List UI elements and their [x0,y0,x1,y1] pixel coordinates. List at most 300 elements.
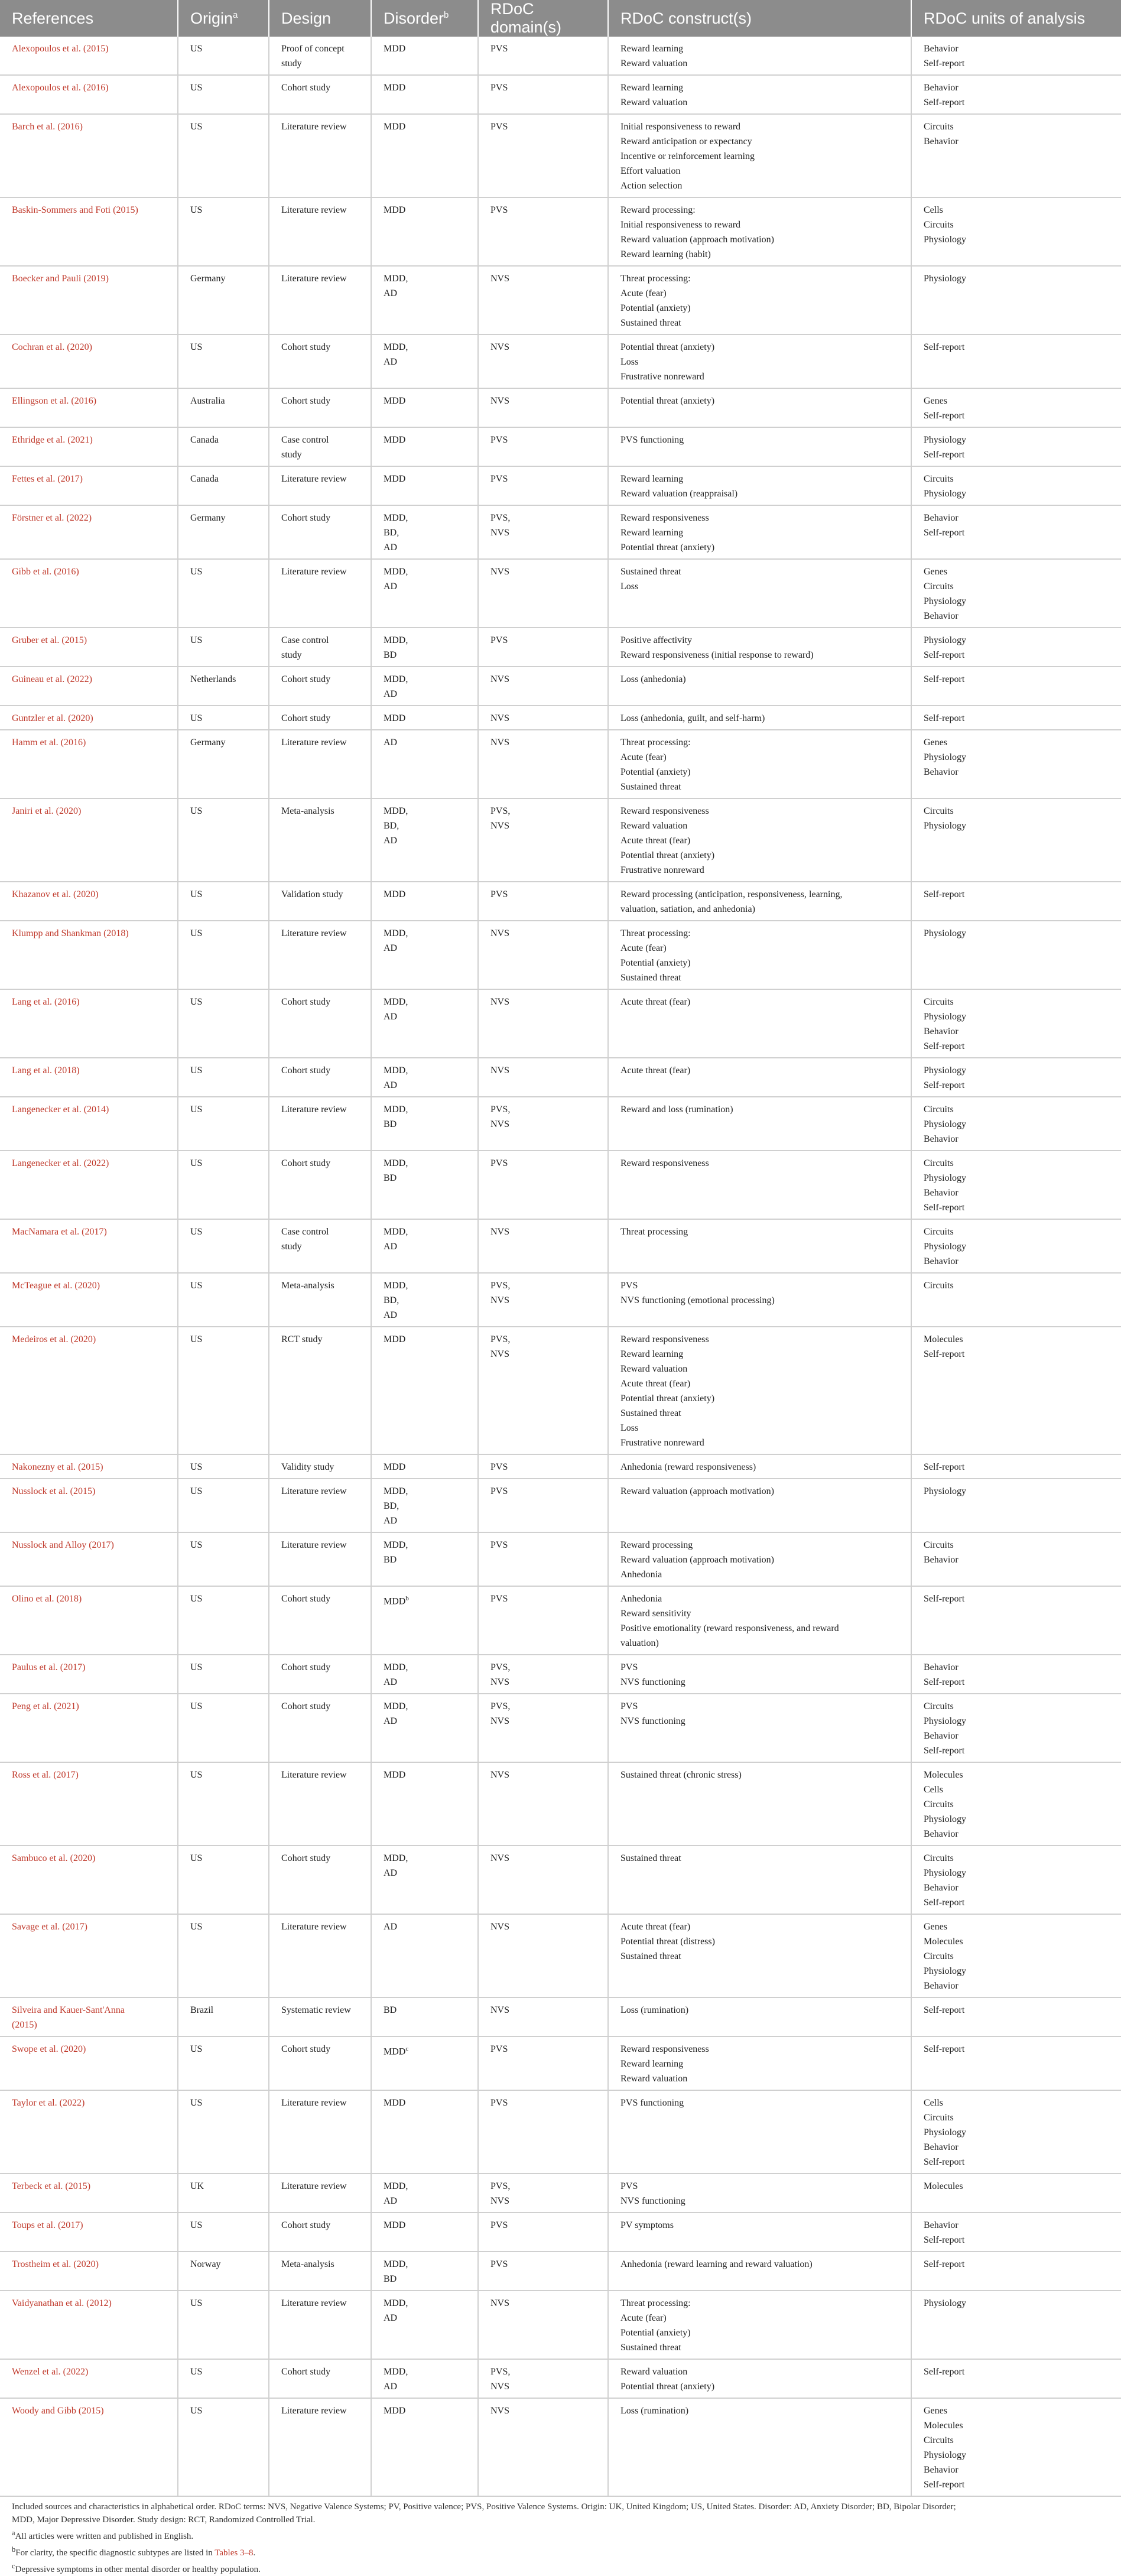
reference-cell[interactable] [0,1655,178,1694]
reference-cell[interactable] [0,1454,178,1479]
cell-line: Germany [190,274,226,284]
reference-link[interactable]: Janiri et al. (2020) [12,806,82,816]
reference-cell[interactable] [0,2252,178,2291]
cell-line: Effort valuation [620,166,681,176]
table-row [0,1762,1121,1846]
reference-cell[interactable] [0,75,178,114]
cell-line: NVS [490,674,510,684]
units-cell [911,628,1121,667]
domain-cell [478,1219,608,1273]
tables-link[interactable]: Tables 3–8 [215,2548,254,2558]
reference-link[interactable]: Peng et al. (2021) [12,1701,79,1711]
cell-line: Reward valuation [620,821,688,831]
origin-cell [178,2090,269,2174]
design-cell [269,388,371,427]
reference-link[interactable]: Olino et al. (2018) [12,1594,82,1604]
table-row [0,427,1121,466]
origin-cell [178,628,269,667]
cell-line: Self-report [924,889,965,899]
table-row [0,197,1121,266]
cell-line: MDD$^b$ [384,1595,409,1607]
design-cell [269,1479,371,1532]
cell-line: BD, [384,821,399,831]
reference-link[interactable]: Sambuco et al. (2020) [12,1853,96,1863]
cell-line: PVS [490,1486,508,1496]
design-cell [269,2291,371,2359]
cell-line: Anhedonia [620,1594,662,1604]
cell-line: MDD, [384,928,408,938]
design-cell [269,1097,371,1151]
reference-cell[interactable] [0,989,178,1058]
cell-line: Sustained threat [620,318,681,328]
cell-line: NVS [490,1853,510,1863]
disorder-cell [371,1219,478,1273]
cell-line: MDD, [384,2367,408,2377]
reference-cell[interactable] [0,2359,178,2398]
cell-line: Systematic review [281,2005,351,2015]
reference-link[interactable]: Förstner et al. (2022) [12,513,92,523]
cell-line: Reward anticipation or expectancy [620,137,752,147]
cell-line: NVS [490,2406,510,2416]
cell-line: PVS [490,83,508,93]
cell-line: NVS [490,1770,510,1780]
disorder-cell [371,388,478,427]
design-cell [269,706,371,730]
cell-line: NVS [490,1922,510,1932]
cell-line: Anhedonia [620,1570,662,1580]
reference-link[interactable]: Ross et al. (2017) [12,1770,79,1780]
reference-cell[interactable] [0,628,178,667]
table-row [0,730,1121,798]
reference-cell[interactable] [0,1097,178,1151]
cell-line: MDD, [384,1701,408,1711]
cell-line: NVS [490,1295,510,1305]
cell-line: US [190,1662,203,1672]
cell-line: Cohort study [281,396,331,406]
reference-cell[interactable] [0,266,178,334]
cell-line: NVS [490,2005,510,2015]
table-header [0,0,1121,37]
reference-cell[interactable] [0,1151,178,1219]
origin-cell [178,1694,269,1762]
cell-line: PVS [490,474,508,484]
reference-link[interactable]: Boecker and Pauli (2019) [12,274,109,284]
origin-cell [178,1058,269,1097]
reference-cell[interactable] [0,798,178,882]
cell-line: Validation study [281,889,343,899]
reference-cell[interactable] [0,388,178,427]
disorder-cell [371,197,478,266]
cell-line: Behavior [924,611,958,621]
reference-link[interactable]: Baskin-Sommers and Foti (2015) [12,205,138,215]
reference-cell[interactable] [0,1997,178,2036]
cell-line: MDD [384,122,406,132]
cell-line: Behavior [924,1883,958,1893]
cell-line: Cohort study [281,83,331,93]
header-rdoc-domains [478,0,608,37]
reference-link[interactable]: Nakonezny et al. (2015) [12,1462,103,1472]
cell-line: Acute threat (fear) [620,1066,691,1076]
units-cell [911,2090,1121,2174]
cell-line: Physiology [924,635,967,645]
reference-link[interactable]: Paulus et al. (2017) [12,1662,86,1672]
table-body [0,37,1121,2496]
reference-cell[interactable] [0,1586,178,1655]
cell-line: Sustained threat [620,2343,681,2353]
domain-cell [478,1479,608,1532]
reference-cell[interactable] [0,1532,178,1586]
cell-line: Physiology [924,235,967,245]
reference-cell[interactable] [0,1479,178,1532]
cell-line: Reward valuation [620,59,688,69]
reference-link[interactable]: Fettes et al. (2017) [12,474,83,484]
cell-line: Reward and loss (rumination) [620,1105,733,1115]
reference-cell[interactable] [0,882,178,921]
construct-cell [608,466,911,505]
disorder-cell [371,667,478,706]
origin-cell [178,114,269,197]
table-row [0,1586,1121,1655]
cell-line: PVS [490,205,508,215]
reference-link[interactable]: Alexopoulos et al. (2015) [12,44,109,54]
cell-line: US [190,889,203,899]
domain-cell [478,388,608,427]
cell-line: Positive emotionality (reward responsiveness, and reward [620,1623,839,1633]
design-cell [269,2036,371,2090]
cell-line: PVS [490,1158,508,1168]
cell-line: Behavior [924,767,958,777]
units-cell [911,1273,1121,1327]
header-rdoc-constructs [608,0,911,37]
reference-link[interactable]: Guineau et al. (2022) [12,674,92,684]
reference-cell[interactable] [0,2090,178,2174]
domain-cell [478,628,608,667]
cell-line: Behavior [924,137,958,147]
design-cell [269,1327,371,1454]
header-label: RDoC construct(s) [620,9,752,27]
reference-link[interactable]: Klumpp and Shankman (2018) [12,928,129,938]
reference-link[interactable]: Ethridge et al. (2021) [12,435,93,445]
design-cell [269,1655,371,1694]
cell-line: Sustained threat [620,1951,681,1961]
reference-link[interactable]: MacNamara et al. (2017) [12,1227,107,1237]
reference-link[interactable]: Lang et al. (2018) [12,1066,80,1076]
origin-cell [178,505,269,559]
cell-line: Validity study [281,1462,334,1472]
reference-link[interactable]: Savage et al. (2017) [12,1922,87,1932]
construct-cell [608,388,911,427]
cell-line: Circuits [924,1105,954,1115]
cell-line: Case control [281,435,329,445]
cell-line: NVS [490,1066,510,1076]
cell-line: AD [384,836,398,846]
cell-line: PVS [490,435,508,445]
cell-line: Acute (fear) [620,288,667,298]
cell-line: AD [384,738,398,748]
cell-line: Literature review [281,1770,347,1780]
units-cell [911,2174,1121,2213]
reference-link[interactable]: Lang et al. (2016) [12,997,80,1007]
reference-link[interactable]: Cochran et al. (2020) [12,342,92,352]
cell-line: NVS [490,1349,510,1359]
cell-line: PVS, [490,513,511,523]
reference-link[interactable]: Wenzel et al. (2022) [12,2367,89,2377]
cell-line: Behavior [924,1829,958,1839]
table-row [0,505,1121,559]
reference-link[interactable]: Guntzler et al. (2020) [12,713,93,723]
cell-line: Genes [924,738,947,748]
cell-line: Self-report [924,59,965,69]
cell-line: US [190,2098,203,2108]
origin-cell [178,1997,269,2036]
reference-link[interactable]: Silveira and Kauer-Sant'Anna [12,2005,125,2015]
cell-line: BD [384,1555,397,1565]
table-row [0,1219,1121,1273]
construct-cell [608,1762,911,1846]
cell-line: Self-report [924,1041,965,1051]
cell-line: Canada [190,474,219,484]
reference-link[interactable]: Alexopoulos et al. (2016) [12,83,109,93]
reference-link[interactable]: Woody and Gibb (2015) [12,2406,104,2416]
reference-link[interactable]: Gibb et al. (2016) [12,567,79,577]
construct-cell [608,266,911,334]
origin-cell [178,1454,269,1479]
reference-cell[interactable] [0,2036,178,2090]
disorder-cell [371,1694,478,1762]
design-cell [269,1914,371,1997]
cell-line: Behavior [924,1662,958,1672]
units-cell [911,559,1121,628]
design-cell [269,266,371,334]
table-row [0,2291,1121,2359]
cell-line: Physiology [924,1242,967,1252]
table-row [0,628,1121,667]
reference-link[interactable]: (2015) [12,2020,37,2030]
cell-line: US [190,2220,203,2230]
cell-line: Cohort study [281,997,331,1007]
cell-line: Circuits [924,1701,954,1711]
construct-cell [608,1655,911,1694]
construct-cell [608,1846,911,1914]
footnote-b-text: For clarity, the specific diagnostic subtypes are listed in [15,2548,215,2558]
reference-cell[interactable] [0,1327,178,1454]
cell-line: NVS [490,1119,510,1129]
footnote-b [12,2543,1109,2559]
disorder-cell [371,2174,478,2213]
header-rdoc-units [911,0,1121,37]
cell-line: Physiology [924,1814,967,1824]
cell-line: Canada [190,435,219,445]
cell-line: Threat processing: [620,738,691,748]
design-cell [269,2213,371,2252]
domain-cell [478,706,608,730]
table-row [0,2036,1121,2090]
footnote-c-mark: c [12,2562,15,2570]
reference-cell[interactable] [0,559,178,628]
cell-line: Circuits [924,474,954,484]
reference-cell[interactable] [0,1762,178,1846]
domain-cell [478,2291,608,2359]
design-cell [269,1058,371,1097]
domain-cell [478,1586,608,1655]
construct-cell [608,559,911,628]
reference-cell[interactable] [0,334,178,388]
disorder-cell [371,1097,478,1151]
cell-line: PVS, [490,1281,511,1291]
domain-cell [478,1762,608,1846]
cell-line: Potential threat (anxiety) [620,342,715,352]
cell-line: Threat processing: [620,2298,691,2308]
cell-line: Physiology [924,274,967,284]
origin-cell [178,2213,269,2252]
cell-line: Circuits [924,1158,954,1168]
reference-link[interactable]: Terbeck et al. (2015) [12,2181,91,2191]
cell-line: US [190,44,203,54]
cell-line: MDD [384,435,406,445]
cell-line: Literature review [281,474,347,484]
cell-line: Self-report [924,98,965,108]
units-cell [911,37,1121,75]
reference-cell[interactable] [0,921,178,989]
units-cell [911,989,1121,1058]
reference-cell[interactable] [0,114,178,197]
cell-line: Reward valuation (approach motivation) [620,235,774,245]
units-cell [911,75,1121,114]
reference-link[interactable]: Vaidyanathan et al. (2012) [12,2298,112,2308]
domain-cell [478,1694,608,1762]
domain-cell [478,1532,608,1586]
design-cell [269,1454,371,1479]
header-footnote-mark: b [444,9,449,20]
reference-link[interactable]: Gruber et al. (2015) [12,635,87,645]
domain-cell [478,798,608,882]
design-cell [269,427,371,466]
table-row [0,2252,1121,2291]
cell-line: PVS, [490,2367,511,2377]
reference-cell[interactable] [0,706,178,730]
reference-cell[interactable] [0,667,178,706]
reference-link[interactable]: Hamm et al. (2016) [12,738,86,748]
construct-cell [608,2174,911,2213]
cell-line: MDD, [384,567,408,577]
reference-cell[interactable] [0,1846,178,1914]
reference-link[interactable]: Medeiros et al. (2020) [12,1334,96,1344]
cell-line: Circuits [924,1853,954,1863]
cell-line: Circuits [924,2435,954,2445]
reference-cell[interactable] [0,2398,178,2496]
header-footnote-mark: a [233,9,238,20]
table-row [0,75,1121,114]
cell-line: Physiology [924,1486,967,1496]
domain-cell [478,1097,608,1151]
cell-line: MDD, [384,2298,408,2308]
cell-line: MDD [384,1462,406,1472]
cell-line: Physiology [924,435,967,445]
reference-cell[interactable] [0,1273,178,1327]
construct-cell [608,114,911,197]
reference-link[interactable]: Khazanov et al. (2020) [12,889,99,899]
cell-line: PVS [490,2098,508,2108]
reference-link[interactable]: Langenecker et al. (2014) [12,1105,109,1115]
cell-line: Self-report [924,2005,965,2015]
domain-cell [478,1454,608,1479]
origin-cell [178,1762,269,1846]
cell-line: AD [384,582,398,592]
reference-link[interactable]: Toups et al. (2017) [12,2220,83,2230]
reference-link[interactable]: Taylor et al. (2022) [12,2098,85,2108]
reference-link[interactable]: McTeague et al. (2020) [12,1281,100,1291]
reference-link[interactable]: Swope et al. (2020) [12,2044,86,2054]
reference-cell[interactable] [0,1694,178,1762]
reference-cell[interactable] [0,197,178,266]
origin-cell [178,1914,269,1997]
disorder-cell [371,1532,478,1586]
cell-line: MDD [384,2406,406,2416]
reference-cell[interactable] [0,466,178,505]
reference-link[interactable]: Ellingson et al. (2016) [12,396,97,406]
reference-cell[interactable] [0,1219,178,1273]
cell-line: MDD [384,2220,406,2230]
reference-cell[interactable] [0,1914,178,1997]
reference-link[interactable]: Barch et al. (2016) [12,122,83,132]
reference-link[interactable]: Nusslock and Alloy (2017) [12,1540,114,1550]
cell-line: Self-report [924,2259,965,2269]
cell-line: Reward responsiveness [620,806,709,816]
cell-line: Circuits [924,1540,954,1550]
cell-line: NVS [490,2382,510,2392]
cell-line: MDD [384,713,406,723]
table-row [0,1151,1121,1219]
table-row [0,2174,1121,2213]
reference-cell[interactable] [0,2291,178,2359]
cell-line: Circuits [924,2113,954,2123]
table-row [0,798,1121,882]
units-cell [911,388,1121,427]
design-cell [269,882,371,921]
disorder-cell [371,1997,478,2036]
cell-line: MDD [384,474,406,484]
reference-cell[interactable] [0,730,178,798]
cell-line: Reward learning [620,2059,684,2069]
cell-line: Physiology [924,1119,967,1129]
cell-line: US [190,2298,203,2308]
reference-cell[interactable] [0,37,178,75]
cell-line: AD [384,1716,398,1726]
origin-cell [178,1151,269,1219]
cell-line: NVS [490,713,510,723]
reference-cell[interactable] [0,2174,178,2213]
reference-cell[interactable] [0,427,178,466]
disorder-cell [371,628,478,667]
disorder-cell [371,798,478,882]
cell-line: AD [384,1080,398,1090]
reference-cell[interactable] [0,505,178,559]
cell-line: valuation, satiation, and anhedonia) [620,904,755,914]
reference-link[interactable]: Langenecker et al. (2022) [12,1158,109,1168]
cell-line: Physiology [924,928,967,938]
reference-link[interactable]: Nusslock et al. (2015) [12,1486,96,1496]
cell-line: Physiology [924,1868,967,1878]
cell-line: Self-report [924,1462,965,1472]
reference-cell[interactable] [0,2213,178,2252]
origin-cell [178,667,269,706]
cell-line: NVS [490,738,510,748]
cell-line: Molecules [924,2181,963,2191]
construct-cell [608,505,911,559]
reference-cell[interactable] [0,1058,178,1097]
reference-link[interactable]: Trostheim et al. (2020) [12,2259,99,2269]
design-cell [269,75,371,114]
